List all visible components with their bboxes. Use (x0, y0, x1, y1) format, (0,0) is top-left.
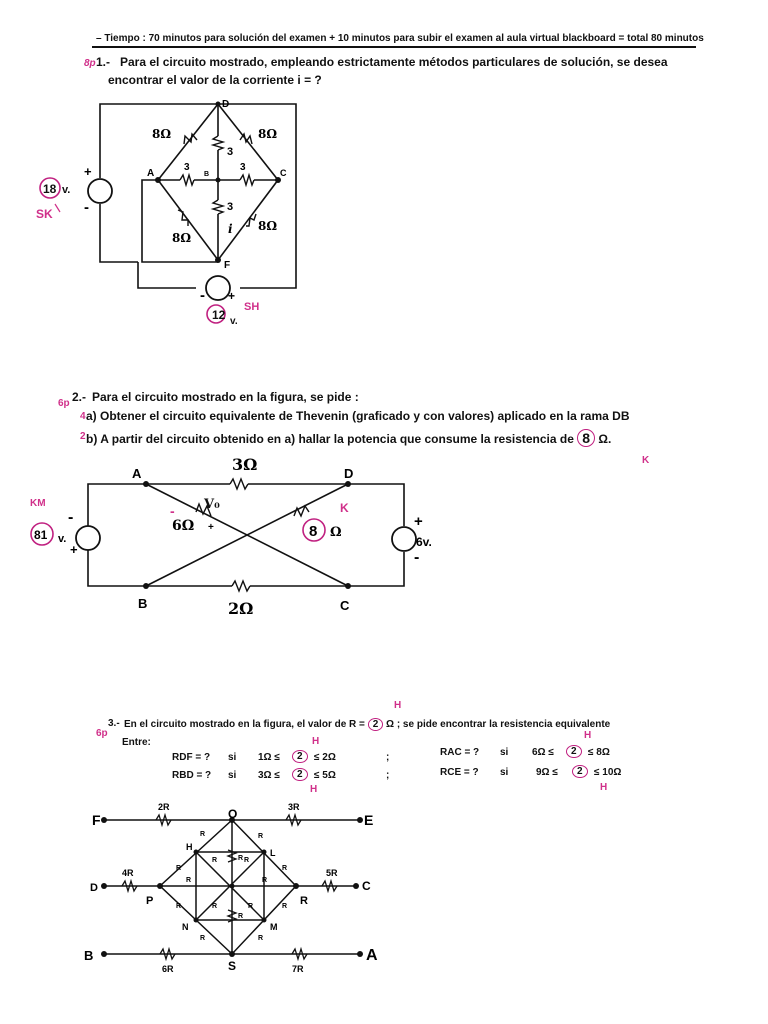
p2-r-ad: 3Ω (232, 455, 258, 474)
p3-node-f: F (92, 812, 101, 828)
cond-rce-high: ≤ 10Ω (594, 767, 622, 778)
problem3-circuit (0, 790, 768, 990)
svg-text:R: R (248, 903, 254, 910)
p1-node-d: D (222, 99, 230, 110)
cond-rac-ann: H (584, 730, 592, 741)
problem3-text (124, 718, 610, 731)
svg-text:R: R (176, 865, 182, 872)
problem1-number: 1.- (96, 55, 111, 69)
p3-node-b: B (84, 948, 94, 963)
p2-r-8: 8 (309, 523, 318, 540)
p3-node-s: S (228, 959, 237, 973)
svg-text:R: R (186, 877, 192, 884)
cond-rac-label: RAC = ? (440, 747, 480, 758)
p1-current-i: i (228, 222, 233, 236)
problem3-between: Entre: (122, 737, 151, 748)
cond-rdf-ann: H (312, 736, 320, 747)
cond-rac-low: 6Ω ≤ (532, 747, 554, 758)
problem2-item-a: a) Obtener el circuito equivalente de Thevenin (graficado y con valores) aplicado en la rama DB (86, 409, 630, 423)
cond-rdf-low: 1Ω ≤ (258, 752, 280, 763)
problem3-r-value: 2 (368, 718, 384, 731)
p1-src2-unit: v. (230, 316, 238, 327)
p3-r-6r: 6R (162, 964, 174, 974)
problem3-text-pre: En el circuito mostrado en la figura, el valor de R = (124, 719, 365, 730)
p2-src1-minus: - (68, 509, 74, 526)
problem2-item-b (86, 429, 611, 447)
p2-node-a: A (132, 466, 142, 481)
p2-voltage-v0: V₀ (204, 497, 220, 512)
p2-v0-plus: + (208, 522, 214, 533)
cond-rdf-val-wrap (292, 750, 308, 763)
p2-r-bc: 2Ω (228, 599, 254, 618)
cond-rce-ann: H (600, 782, 608, 793)
svg-text:R: R (212, 903, 218, 910)
svg-text:R: R (238, 855, 244, 862)
p3-node-r: R (300, 895, 308, 907)
problem1-circuit (0, 0, 768, 340)
p3-node-h: H (186, 842, 193, 852)
p3-node-o: O (228, 807, 238, 821)
svg-text:R: R (282, 865, 288, 872)
p3-r-2r: 2R (158, 802, 170, 812)
p1-src1-value: 18 (43, 182, 57, 196)
p3-node-p: P (146, 895, 154, 907)
svg-text:R: R (258, 833, 264, 840)
cond-rbd-val-wrap (292, 768, 308, 781)
svg-text:R: R (176, 903, 182, 910)
cond-rdf-label: RDF = ? (172, 752, 211, 763)
p1-node-c: C (280, 168, 287, 178)
p1-node-b: B (204, 171, 210, 178)
p1-r-cf: 8Ω (258, 219, 278, 233)
problem3-points: 6p (96, 728, 108, 739)
svg-text:R: R (200, 935, 206, 942)
p3-node-c: C (362, 879, 371, 893)
problem2-points: 6p (58, 398, 70, 409)
p1-r-ab: 3 (184, 162, 190, 173)
cond-rac-si: si (500, 747, 509, 758)
cond-rbd-val: 2 (292, 768, 308, 781)
p2-annotation-k: K (340, 501, 349, 515)
problem2-item-b-points: 2 (80, 431, 86, 442)
p3-node-l: L (270, 848, 276, 858)
cond-rbd-high: ≤ 5Ω (314, 770, 336, 781)
cond-rbd-sep: ; (386, 770, 390, 781)
problem1-points: 8p (84, 58, 96, 69)
problem2-item-b-annotation: K (642, 455, 650, 466)
problem1-text-line2: encontrar el valor de la corriente i = ? (108, 73, 322, 87)
cond-rdf-high: ≤ 2Ω (314, 752, 336, 763)
cond-rce-val-wrap (572, 765, 588, 778)
svg-text:R: R (262, 877, 268, 884)
p2-src2-plus: + (414, 513, 423, 530)
cond-rdf-sep: ; (386, 752, 390, 763)
p2-r-6: 6Ω (172, 518, 195, 534)
cond-rbd-label: RBD = ? (172, 770, 212, 781)
problem3-text-post: Ω ; se pide encontrar la resistencia equivalente (386, 719, 611, 730)
p2-src1-plus: + (70, 542, 78, 557)
cond-rce-label: RCE = ? (440, 767, 479, 778)
p1-src1-minus: - (84, 199, 89, 216)
svg-text:R: R (238, 913, 244, 920)
p1-r-bf: 3 (227, 201, 234, 213)
cond-rce-si: si (500, 767, 509, 778)
p1-r-db: 3 (227, 146, 234, 158)
p3-r-4r: 4R (122, 868, 134, 878)
cond-rac-val: 2 (566, 745, 582, 758)
p2-src2-value: 6v. (416, 535, 432, 549)
cond-rdf-val: 2 (292, 750, 308, 763)
p1-src2-value: 12 (212, 308, 226, 322)
cond-rdf-si: si (228, 752, 237, 763)
problem1-text-line1: Para el circuito mostrado, empleando estrictamente métodos particulares de solución, se desea (120, 55, 668, 69)
p1-src2-minus: - (200, 287, 205, 304)
p2-node-d: D (344, 466, 354, 481)
problem2-item-b-value: 8 (577, 429, 595, 447)
svg-text:R: R (212, 857, 218, 864)
cond-rac-val-wrap (566, 745, 582, 758)
p3-node-a: A (366, 947, 378, 964)
p3-r-7r: 7R (292, 964, 304, 974)
problem3-r-annotation: H (394, 700, 402, 711)
p3-node-e: E (364, 812, 374, 828)
problem2-item-b-text: b) A partir del circuito obtenido en a) hallar la potencia que consume la resistencia de (86, 432, 574, 446)
p1-node-a: A (147, 168, 155, 179)
p1-src1-plus: + (84, 164, 92, 179)
p2-src1-value: 81 (34, 528, 48, 542)
p1-src2-plus: + (228, 289, 236, 303)
p2-src2-minus: - (414, 549, 420, 566)
p2-node-b: B (138, 596, 148, 611)
p1-src1-annotation: SK (36, 207, 53, 221)
cond-rbd-ann: H (310, 784, 318, 795)
svg-text:R: R (244, 857, 250, 864)
problem2-item-a-points: 4 (80, 411, 86, 422)
p1-src1-unit: v. (62, 184, 71, 196)
p3-node-m: M (270, 922, 278, 932)
p2-v0-minus: - (170, 503, 175, 519)
svg-text:R: R (200, 831, 206, 838)
p1-r-af: 8Ω (172, 231, 192, 245)
p3-r-5r: 5R (326, 868, 338, 878)
p2-src1-annotation: KM (30, 498, 46, 509)
svg-text:R: R (258, 935, 264, 942)
exam-time-note: – Tiempo : 70 minutos para solución del examen + 10 minutos para subir el examen al aula virtual blackboard = total 80 minutos (96, 33, 704, 44)
problem3-number: 3.- (108, 718, 120, 729)
p1-r-bc: 3 (240, 162, 246, 173)
p3-node-d: D (90, 882, 98, 894)
cond-rce-low: 9Ω ≤ (536, 767, 558, 778)
p3-node-n: N (182, 922, 189, 932)
p3-r-3r: 3R (288, 802, 300, 812)
svg-text:R: R (282, 903, 288, 910)
cond-rbd-low: 3Ω ≤ (258, 770, 280, 781)
cond-rce-val: 2 (572, 765, 588, 778)
problem2-circuit (0, 450, 768, 630)
p2-r-8-unit: Ω (330, 525, 342, 540)
p1-r-dc: 8Ω (258, 127, 278, 141)
p2-src1-unit: v. (58, 533, 67, 545)
p1-r-ad: 8Ω (152, 127, 172, 141)
p1-node-f: F (224, 260, 231, 271)
cond-rac-high: ≤ 8Ω (588, 747, 610, 758)
p1-src2-annotation: SH (244, 301, 260, 313)
cond-rbd-si: si (228, 770, 237, 781)
problem2-text-line1: Para el circuito mostrado en la figura, se pide : (92, 390, 359, 404)
problem2-item-b-unit: Ω. (598, 432, 612, 446)
p2-node-c: C (340, 598, 350, 613)
problem2-number: 2.- (72, 390, 87, 404)
